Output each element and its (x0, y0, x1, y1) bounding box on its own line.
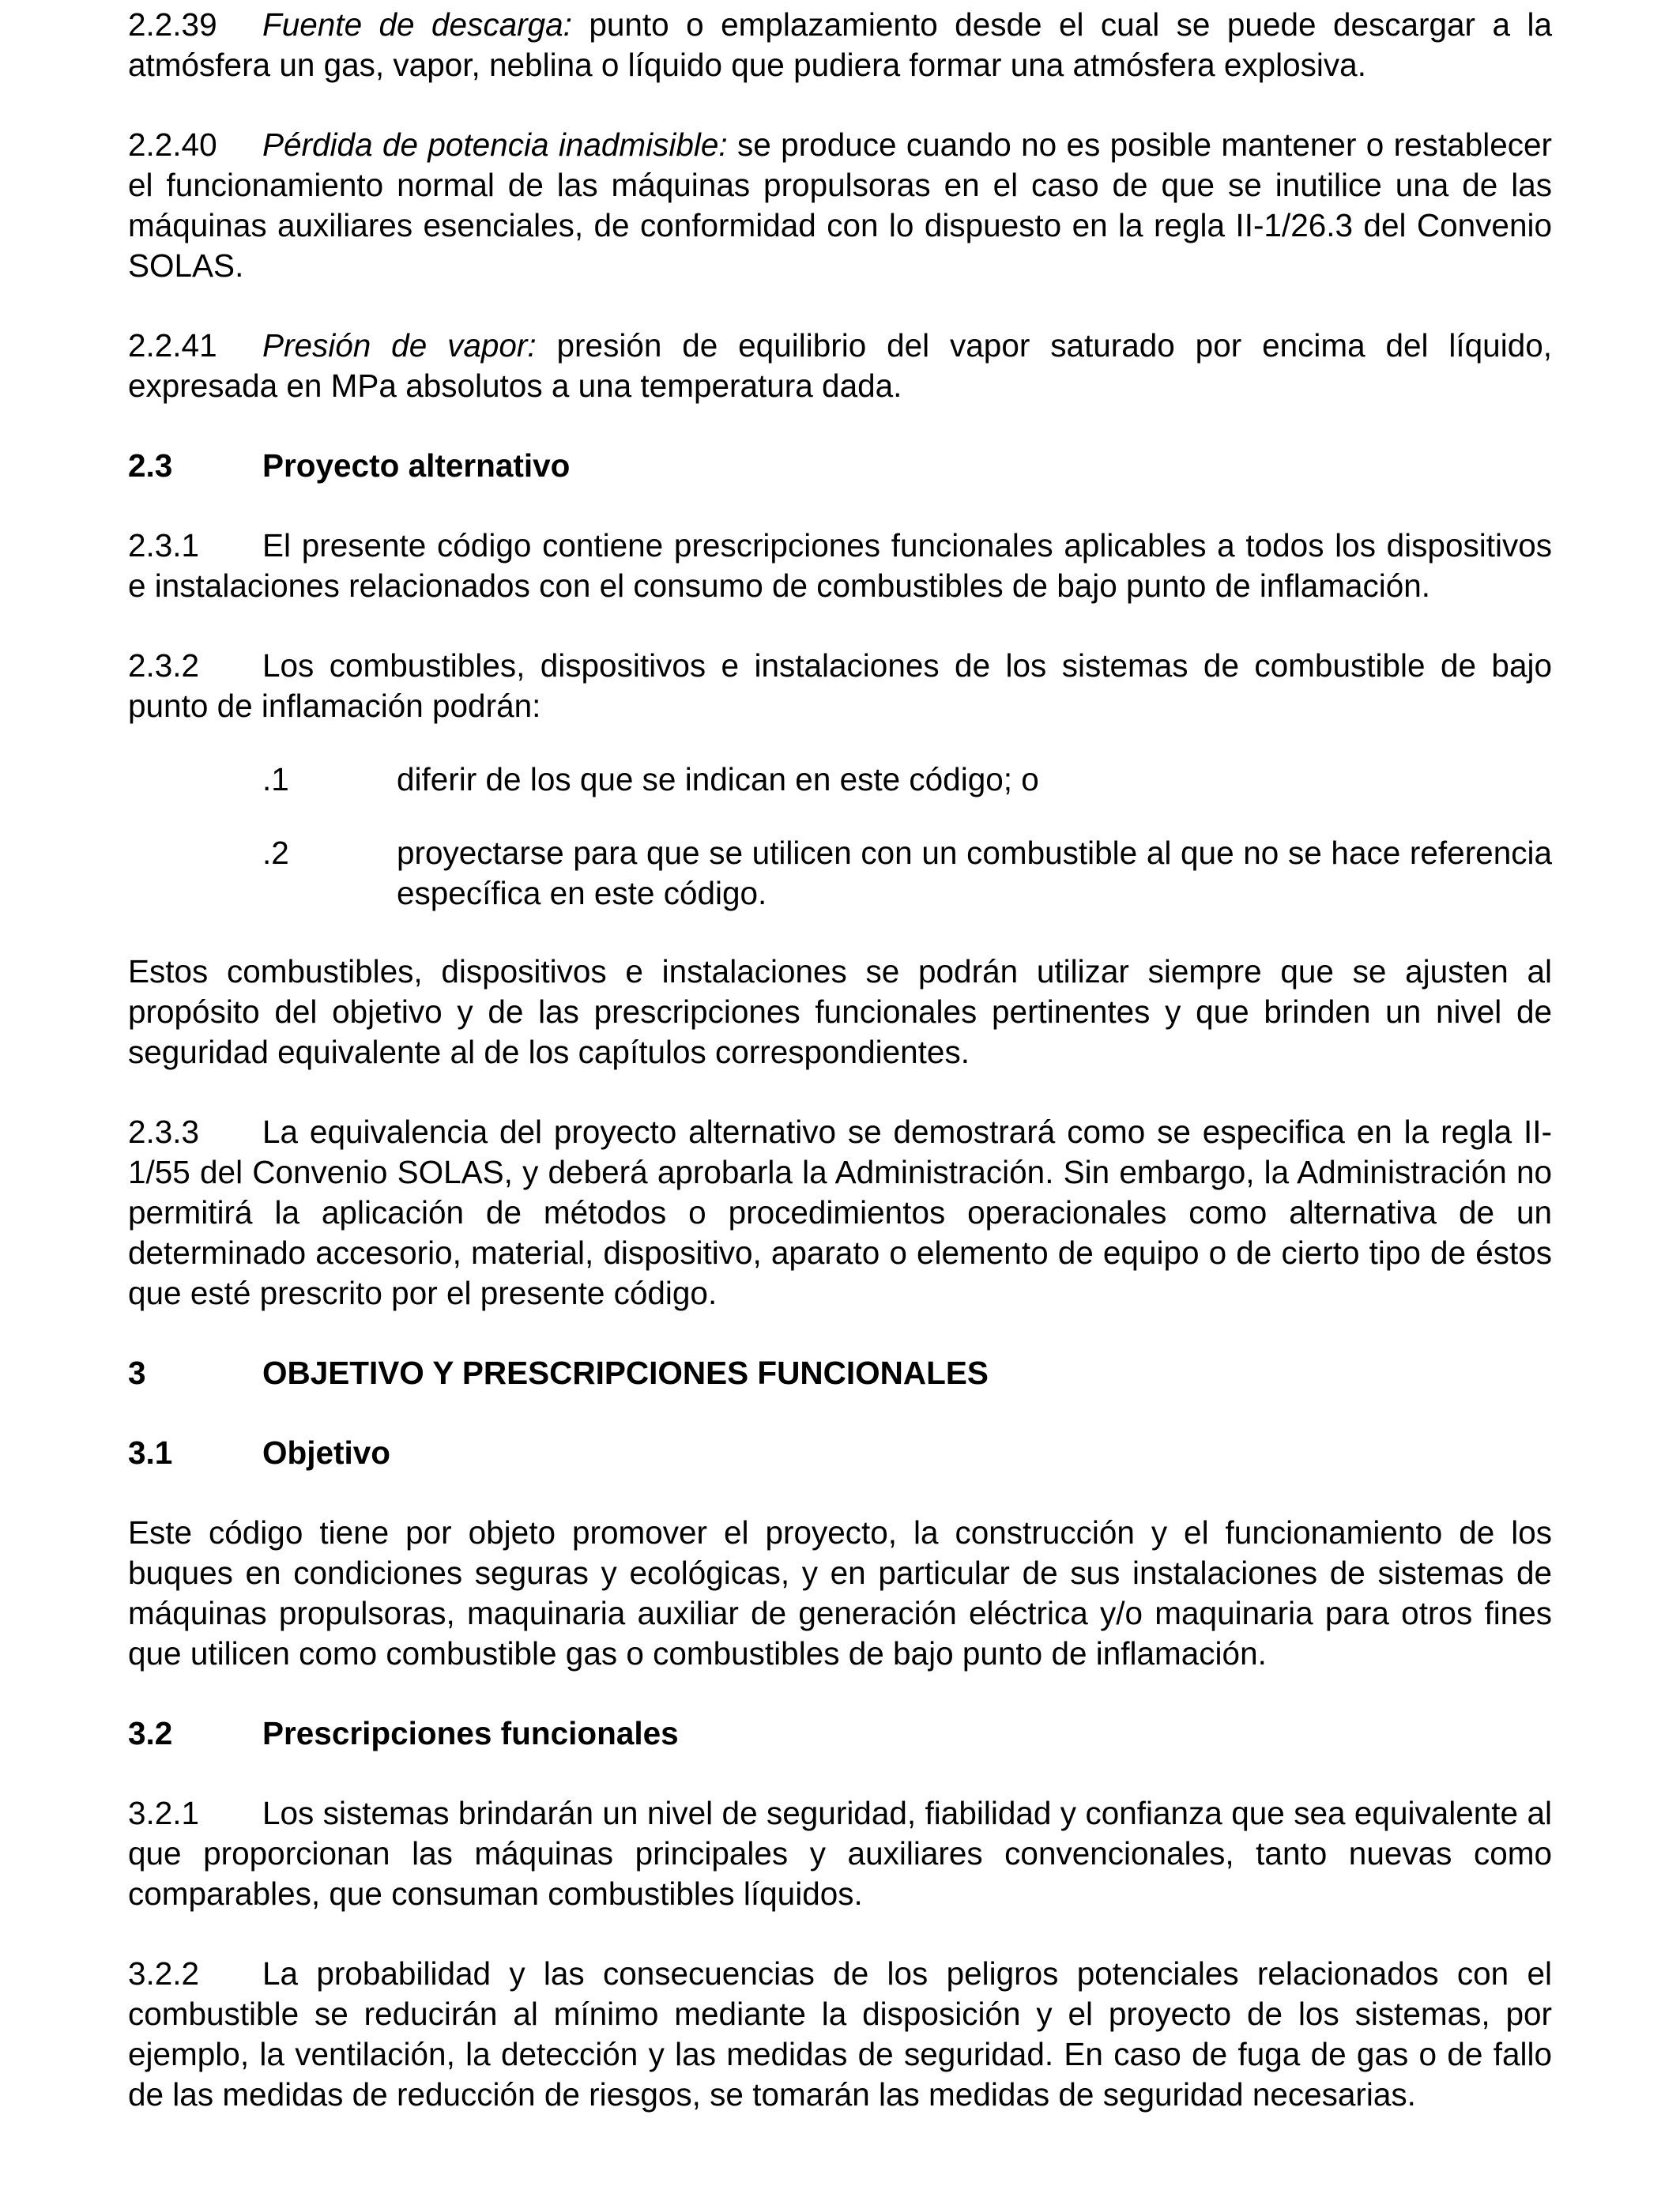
list-item (262, 760, 1552, 800)
paragraph-2-2-39 (128, 5, 1552, 85)
paragraph-number: 2.2.40 (128, 126, 217, 163)
paragraph-3-1 (128, 1513, 1552, 1674)
heading-number: 3.1 (128, 1434, 173, 1471)
paragraph-text: punto o emplazamiento desde el cual se puede descargar a la atmósfera un gas, vapor, neblina o líquido que pudiera formar una atmósfera explosiva. (128, 6, 1552, 83)
paragraph-2-3-3 (128, 1112, 1552, 1314)
heading-number: 3 (128, 1355, 146, 1391)
heading-title: Prescripciones funcionales (262, 1715, 679, 1751)
list-marker: .1 (262, 761, 289, 797)
heading-title: Objetivo (262, 1434, 391, 1471)
heading-number: 2.3 (128, 447, 173, 484)
paragraph-2-3-2 (128, 646, 1552, 726)
paragraph-2-3-2-continuation (128, 952, 1552, 1072)
list-marker: .2 (262, 835, 289, 871)
list-item (262, 833, 1552, 914)
paragraph-number: 2.2.41 (128, 327, 217, 364)
paragraph-3-2-2 (128, 1954, 1552, 2115)
paragraph-number: 3.2.2 (128, 1955, 200, 1992)
heading-3-1 (128, 1433, 1552, 1473)
paragraph-2-2-40 (128, 125, 1552, 286)
heading-3-2 (128, 1713, 1552, 1754)
paragraph-number: 2.3.2 (128, 647, 200, 684)
defined-term: Presión de vapor: (262, 327, 537, 364)
list-item-text: diferir de los que se indican en este código; o (397, 761, 1039, 797)
paragraph-number: 2.3.3 (128, 1114, 200, 1150)
defined-term: Fuente de descarga: (262, 6, 572, 43)
paragraph-3-2-1 (128, 1793, 1552, 1914)
list-item-text: proyectarse para que se utilicen con un combustible al que no se hace referencia específica en este código. (397, 835, 1552, 911)
heading-title: OBJETIVO Y PRESCRIPCIONES FUNCIONALES (262, 1355, 989, 1391)
paragraph-2-3-1 (128, 526, 1552, 606)
paragraph-2-2-41 (128, 326, 1552, 406)
paragraph-text: Los combustibles, dispositivos e instalaciones de los sistemas de combustible de bajo punto de inflamación podrán: (128, 647, 1552, 724)
heading-title: Proyecto alternativo (262, 447, 571, 484)
paragraph-number: 3.2.1 (128, 1795, 200, 1831)
heading-2-3 (128, 446, 1552, 486)
defined-term: Pérdida de potencia inadmisible: (262, 126, 728, 163)
paragraph-text: La probabilidad y las consecuencias de los peligros potenciales relacionados con el combustible se reducirán al mínimo mediante la disposición y el proyecto de los sistemas, por ejemplo, la ventilación, la detección y las medidas de seguridad. En caso de fuga de gas o de fallo de las medidas de reducción de riesgos, se tomarán las medidas de seguridad necesarias. (128, 1955, 1552, 2113)
paragraph-text: Estos combustibles, dispositivos e instalaciones se podrán utilizar siempre que se ajusten al propósito del objetivo y de las prescripciones funcionales pertinentes y que brinden un nivel de seguridad equivalente al de los capítulos correspondientes. (128, 953, 1552, 1070)
document-page (128, 5, 1552, 2115)
heading-number: 3.2 (128, 1715, 173, 1751)
paragraph-text: La equivalencia del proyecto alternativo se demostrará como se especifica en la regla II-1/55 del Convenio SOLAS, y deberá aprobarla la Administración. Sin embargo, la Administración no permitirá la aplicación de métodos o procedimientos operacionales como alternativa de un determinado accesorio, material, dispositivo, aparato o elemento de equipo o de cierto tipo de éstos que esté prescrito por el presente código. (128, 1114, 1552, 1311)
paragraph-text: Este código tiene por objeto promover el proyecto, la construcción y el funcionamiento de los buques en condiciones seguras y ecológicas, y en particular de sus instalaciones de sistemas de máquinas propulsoras, maquinaria auxiliar de generación eléctrica y/o maquinaria para otros fines que utilicen como combustible gas o combustibles de bajo punto de inflamación. (128, 1514, 1552, 1672)
paragraph-text: presión de equilibrio del vapor saturado por encima del líquido, expresada en MPa absolutos a una temperatura dada. (128, 327, 1553, 404)
paragraph-number: 2.3.1 (128, 527, 200, 564)
paragraph-number: 2.2.39 (128, 6, 217, 43)
paragraph-text: Los sistemas brindarán un nivel de seguridad, fiabilidad y confianza que sea equivalente al que proporcionan las máquinas principales y auxiliares convencionales, tanto nuevas como comparables, que consuman combustibles líquidos. (128, 1795, 1552, 1912)
paragraph-text: se produce cuando no es posible mantener o restablecer el funcionamiento normal de las máquinas propulsoras en el caso de que se inutilice una de las máquinas auxiliares esenciales, de conformidad con lo dispuesto en la regla II-1/26.3 del Convenio SOLAS. (128, 126, 1553, 284)
paragraph-text: El presente código contiene prescripciones funcionales aplicables a todos los dispositivos e instalaciones relacionados con el consumo de combustibles de bajo punto de inflamación. (128, 527, 1552, 604)
heading-3 (128, 1353, 1552, 1393)
